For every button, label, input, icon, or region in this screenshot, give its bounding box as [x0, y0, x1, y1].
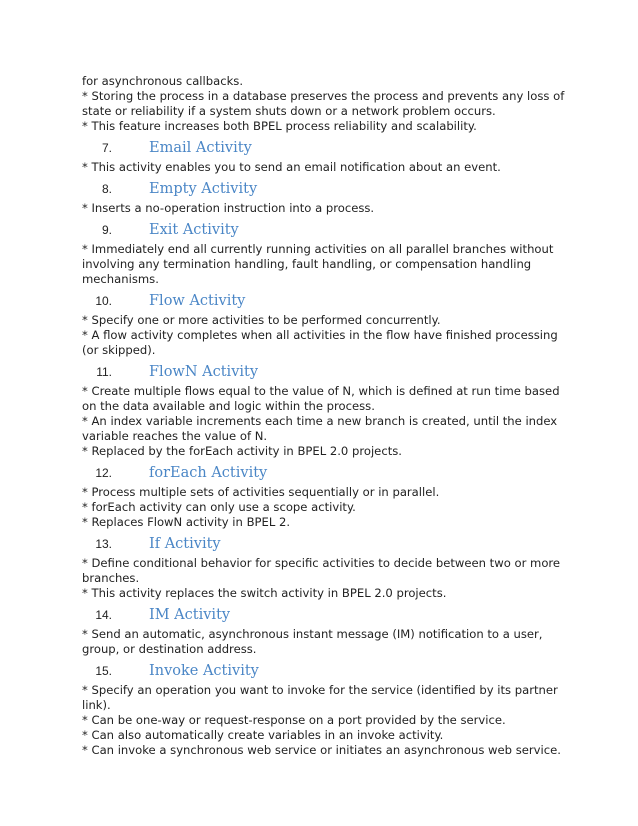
body-line: * Inserts a no-operation instruction into a process. — [82, 201, 375, 215]
section-body — [82, 201, 568, 216]
intro-line: * Storing the process in a database preserves the process and prevents any loss of state or reliability if a system shuts down or a network problem occurs. — [82, 89, 565, 118]
body-line: * This activity enables you to send an email notification about an event. — [82, 160, 501, 174]
section-body — [82, 313, 568, 358]
section-flow — [82, 294, 568, 358]
section-number: 9. — [101, 223, 112, 237]
intro-paragraph — [82, 74, 568, 134]
body-line: * Immediately end all currently running activities on all parallel branches without involving any termination handling, fault handling, or compensation handling mechanisms. — [82, 242, 554, 286]
section-heading — [82, 664, 568, 679]
section-body — [82, 160, 568, 175]
section-title: Empty Activity — [149, 181, 258, 197]
section-heading — [82, 223, 568, 238]
section-heading — [82, 466, 568, 481]
intro-line: for asynchronous callbacks. — [82, 74, 244, 88]
section-title: Email Activity — [149, 140, 252, 156]
section-number: 7. — [101, 141, 112, 155]
section-number: 10. — [95, 294, 112, 308]
body-line: * Send an automatic, asynchronous instant message (IM) notification to a user, group, or destination address. — [82, 627, 543, 656]
section-body — [82, 485, 568, 530]
section-body — [82, 384, 568, 459]
body-line: * Define conditional behavior for specific activities to decide between two or more branches. — [82, 556, 561, 585]
section-number: 8. — [101, 182, 112, 196]
section-exit — [82, 223, 568, 287]
body-line: * Replaced by the forEach activity in BPEL 2.0 projects. — [82, 444, 402, 458]
section-im — [82, 608, 568, 657]
body-line: * Replaces FlowN activity in BPEL 2. — [82, 515, 291, 529]
body-line: * Specify one or more activities to be performed concurrently. — [82, 313, 441, 327]
section-title: Flow Activity — [149, 293, 246, 309]
section-body — [82, 683, 568, 758]
body-line: * An index variable increments each time a new branch is created, until the index variable reaches the value of N. — [82, 414, 558, 443]
section-number: 11. — [96, 365, 112, 379]
section-number: 13. — [95, 537, 112, 551]
intro-line: * This feature increases both BPEL process reliability and scalability. — [82, 119, 477, 133]
section-empty — [82, 182, 568, 216]
section-email — [82, 141, 568, 175]
section-title: forEach Activity — [149, 465, 268, 481]
body-line: * Process multiple sets of activities sequentially or in parallel. — [82, 485, 440, 499]
document-page — [82, 74, 568, 758]
section-title: Exit Activity — [149, 222, 239, 238]
section-heading — [82, 537, 568, 552]
section-title: IM Activity — [149, 607, 231, 623]
body-line: * Specify an operation you want to invoke for the service (identified by its partner link). — [82, 683, 558, 712]
section-foreach — [82, 466, 568, 530]
section-title: If Activity — [149, 536, 221, 552]
section-heading — [82, 294, 568, 309]
body-line: * A flow activity completes when all activities in the flow have finished processing (or skipped). — [82, 328, 558, 357]
section-heading — [82, 182, 568, 197]
body-line: * Can invoke a synchronous web service or initiates an asynchronous web service. — [82, 743, 561, 757]
body-line: * forEach activity can only use a scope activity. — [82, 500, 356, 514]
section-number: 14. — [95, 608, 112, 622]
section-number: 12. — [95, 466, 112, 480]
section-body — [82, 556, 568, 601]
body-line: * Can be one-way or request-response on a port provided by the service. — [82, 713, 506, 727]
section-invoke — [82, 664, 568, 758]
body-line: * Create multiple flows equal to the value of N, which is defined at run time based on the data available and logic within the process. — [82, 384, 560, 413]
section-title: Invoke Activity — [149, 663, 259, 679]
section-if — [82, 537, 568, 601]
section-title: FlowN Activity — [149, 364, 259, 380]
body-line: * This activity replaces the switch activity in BPEL 2.0 projects. — [82, 586, 447, 600]
section-heading — [82, 141, 568, 156]
section-body — [82, 627, 568, 657]
section-body — [82, 242, 568, 287]
body-line: * Can also automatically create variables in an invoke activity. — [82, 728, 444, 742]
section-heading — [82, 608, 568, 623]
section-number: 15. — [95, 664, 112, 678]
section-heading — [82, 365, 568, 380]
section-flown — [82, 365, 568, 459]
